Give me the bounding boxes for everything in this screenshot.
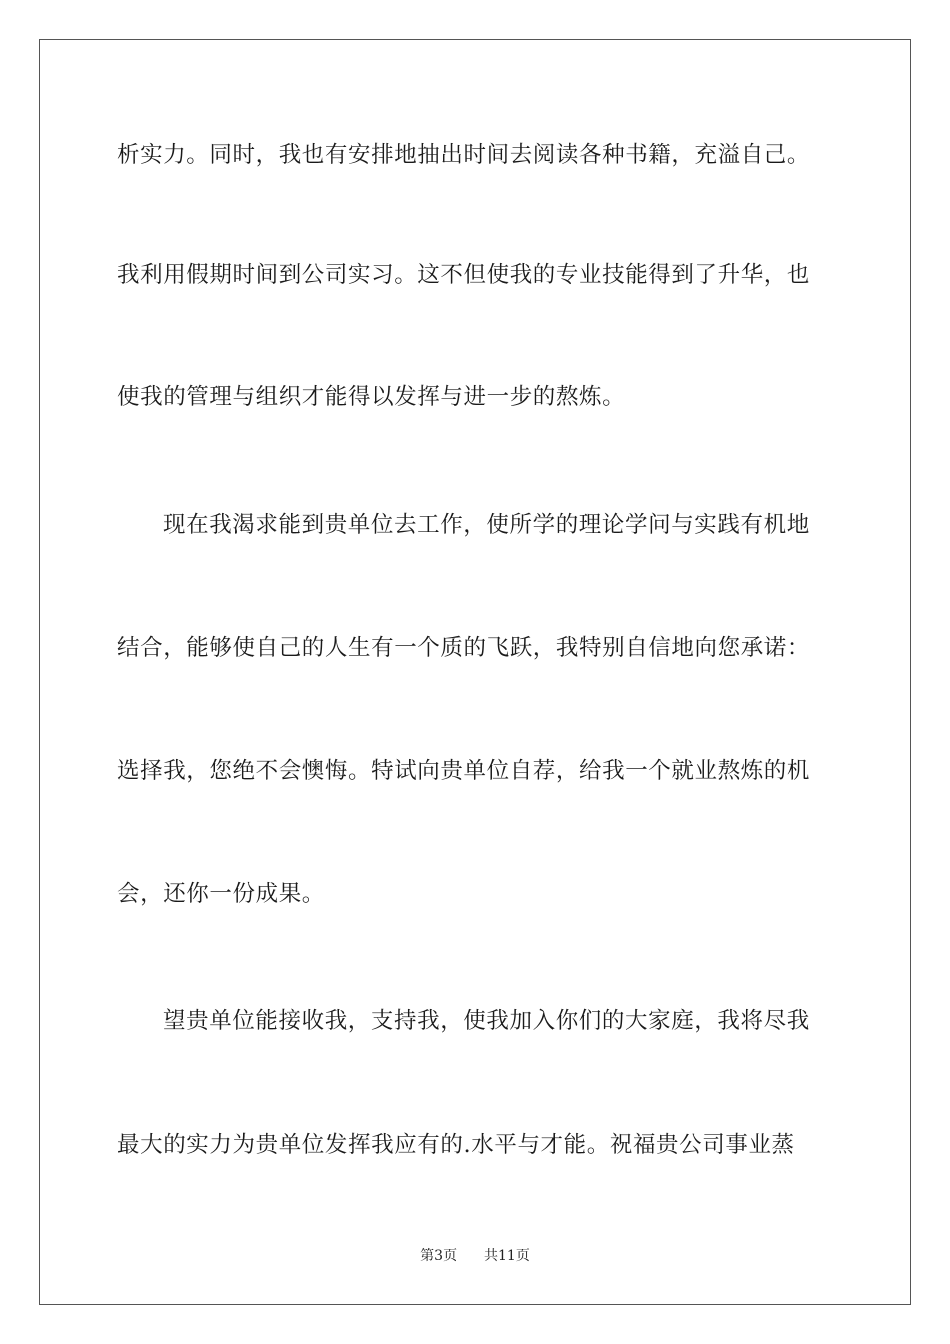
page-number: 第3页 xyxy=(420,1248,458,1264)
text-line: 结合，能够使自己的人生有一个质的飞跃，我特别自信地向您承诺： xyxy=(117,635,811,661)
text-line: 使我的管理与组织才能得以发挥与进一步的熬炼。 xyxy=(117,384,626,410)
paragraph-start-line: 现在我渴求能到贵单位去工作，使所学的理论学问与实践有机地 xyxy=(163,512,810,538)
text-line: 我利用假期时间到公司实习。这不但使我的专业技能得到了升华，也 xyxy=(117,262,811,288)
paragraph-start-line: 望贵单位能接收我，支持我，使我加入你们的大家庭，我将尽我 xyxy=(163,1008,810,1034)
text-line: 析实力。同时，我也有安排地抽出时间去阅读各种书籍，充溢自己。 xyxy=(117,142,811,168)
page-footer xyxy=(0,1247,950,1265)
text-line: 最大的实力为贵单位发挥我应有的.水平与才能。祝福贵公司事业蒸 xyxy=(117,1132,795,1158)
page-frame xyxy=(39,39,911,1305)
text-line: 会，还你一份成果。 xyxy=(117,881,325,907)
page-total: 共11页 xyxy=(484,1248,530,1264)
text-line: 选择我，您绝不会懊悔。特试向贵单位自荐，给我一个就业熬炼的机 xyxy=(117,758,811,784)
